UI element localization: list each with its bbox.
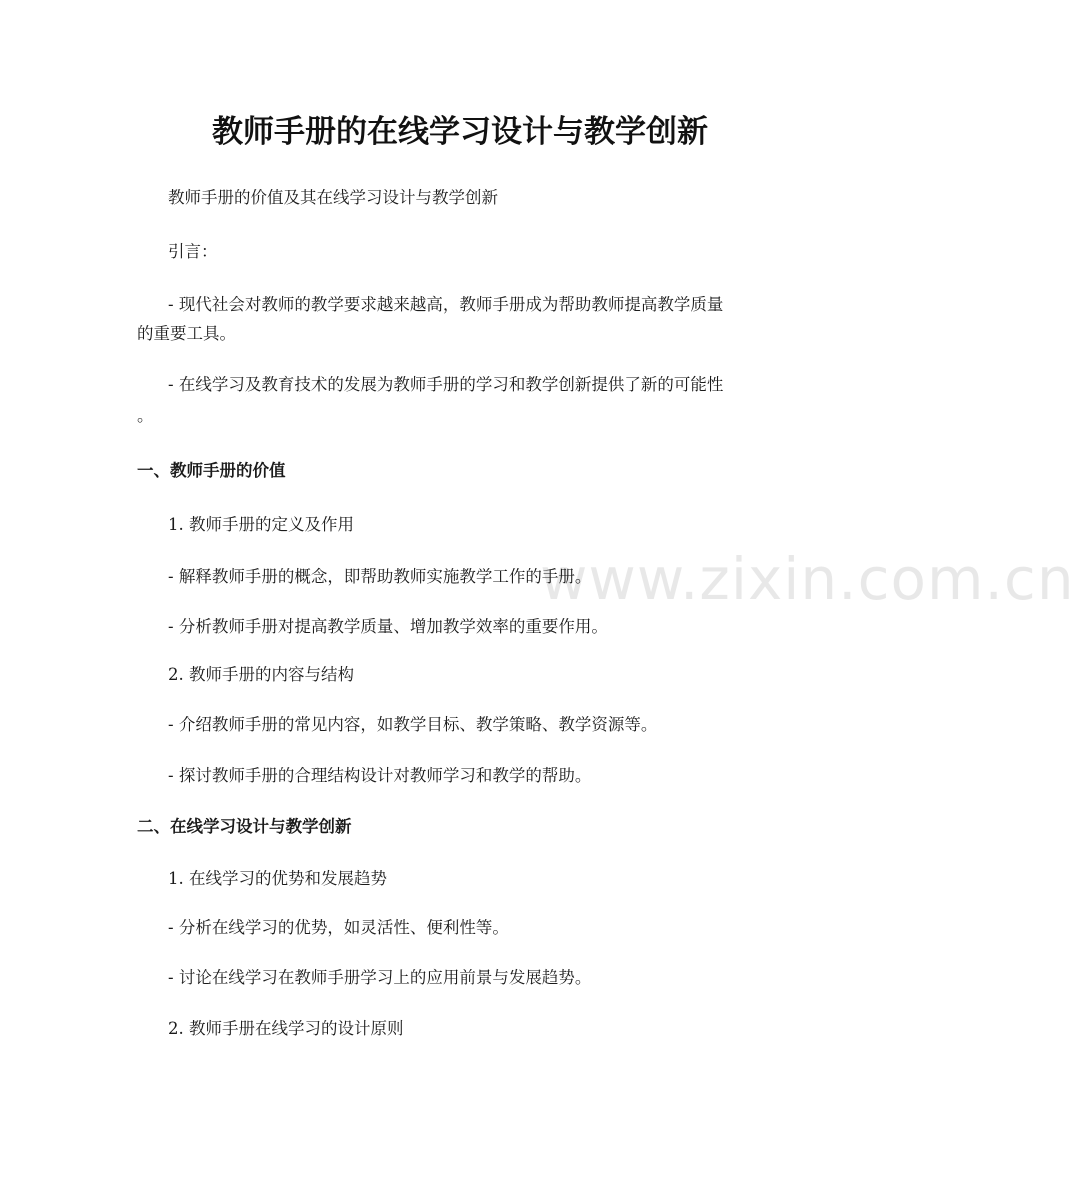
section-2-heading: 二、在线学习设计与教学创新 [137, 817, 352, 836]
watermark: www.zixin.com.cn [540, 545, 1075, 613]
intro-bullet-2-line-1: - 在线学习及教育技术的发展为教师手册的学习和教学创新提供了新的可能性 [168, 375, 724, 394]
section-2-item-1-title: 1. 在线学习的优势和发展趋势 [168, 869, 387, 888]
intro-bullet-1-line-2: 的重要工具。 [137, 324, 236, 343]
section-2-item-2-title: 2. 教师手册在线学习的设计原则 [168, 1019, 404, 1038]
section-1-item-1-title: 1. 教师手册的定义及作用 [168, 515, 354, 534]
intro-bullet-2-line-2: 。 [137, 406, 154, 425]
section-1-item-1-bullet-2: - 分析教师手册对提高教学质量、增加教学效率的重要作用。 [168, 617, 608, 636]
intro-bullet-1-line-1: - 现代社会对教师的教学要求越来越高，教师手册成为帮助教师提高教学质量 [168, 295, 724, 314]
section-1-item-2-bullet-2: - 探讨教师手册的合理结构设计对教师学习和教学的帮助。 [168, 766, 592, 785]
section-2-item-1-bullet-1: - 分析在线学习的优势，如灵活性、便利性等。 [168, 918, 509, 937]
section-1-heading: 一、教师手册的价值 [137, 461, 286, 480]
section-1-item-1-bullet-1: - 解释教师手册的概念，即帮助教师实施教学工作的手册。 [168, 567, 592, 586]
section-2-item-1-bullet-2: - 讨论在线学习在教师手册学习上的应用前景与发展趋势。 [168, 968, 592, 987]
subtitle-paragraph: 教师手册的价值及其在线学习设计与教学创新 [168, 188, 498, 207]
document-title: 教师手册的在线学习设计与教学创新 [212, 114, 708, 150]
section-1-item-2-bullet-1: - 介绍教师手册的常见内容，如教学目标、教学策略、教学资源等。 [168, 715, 658, 734]
intro-label: 引言： [168, 242, 218, 261]
section-1-item-2-title: 2. 教师手册的内容与结构 [168, 665, 354, 684]
